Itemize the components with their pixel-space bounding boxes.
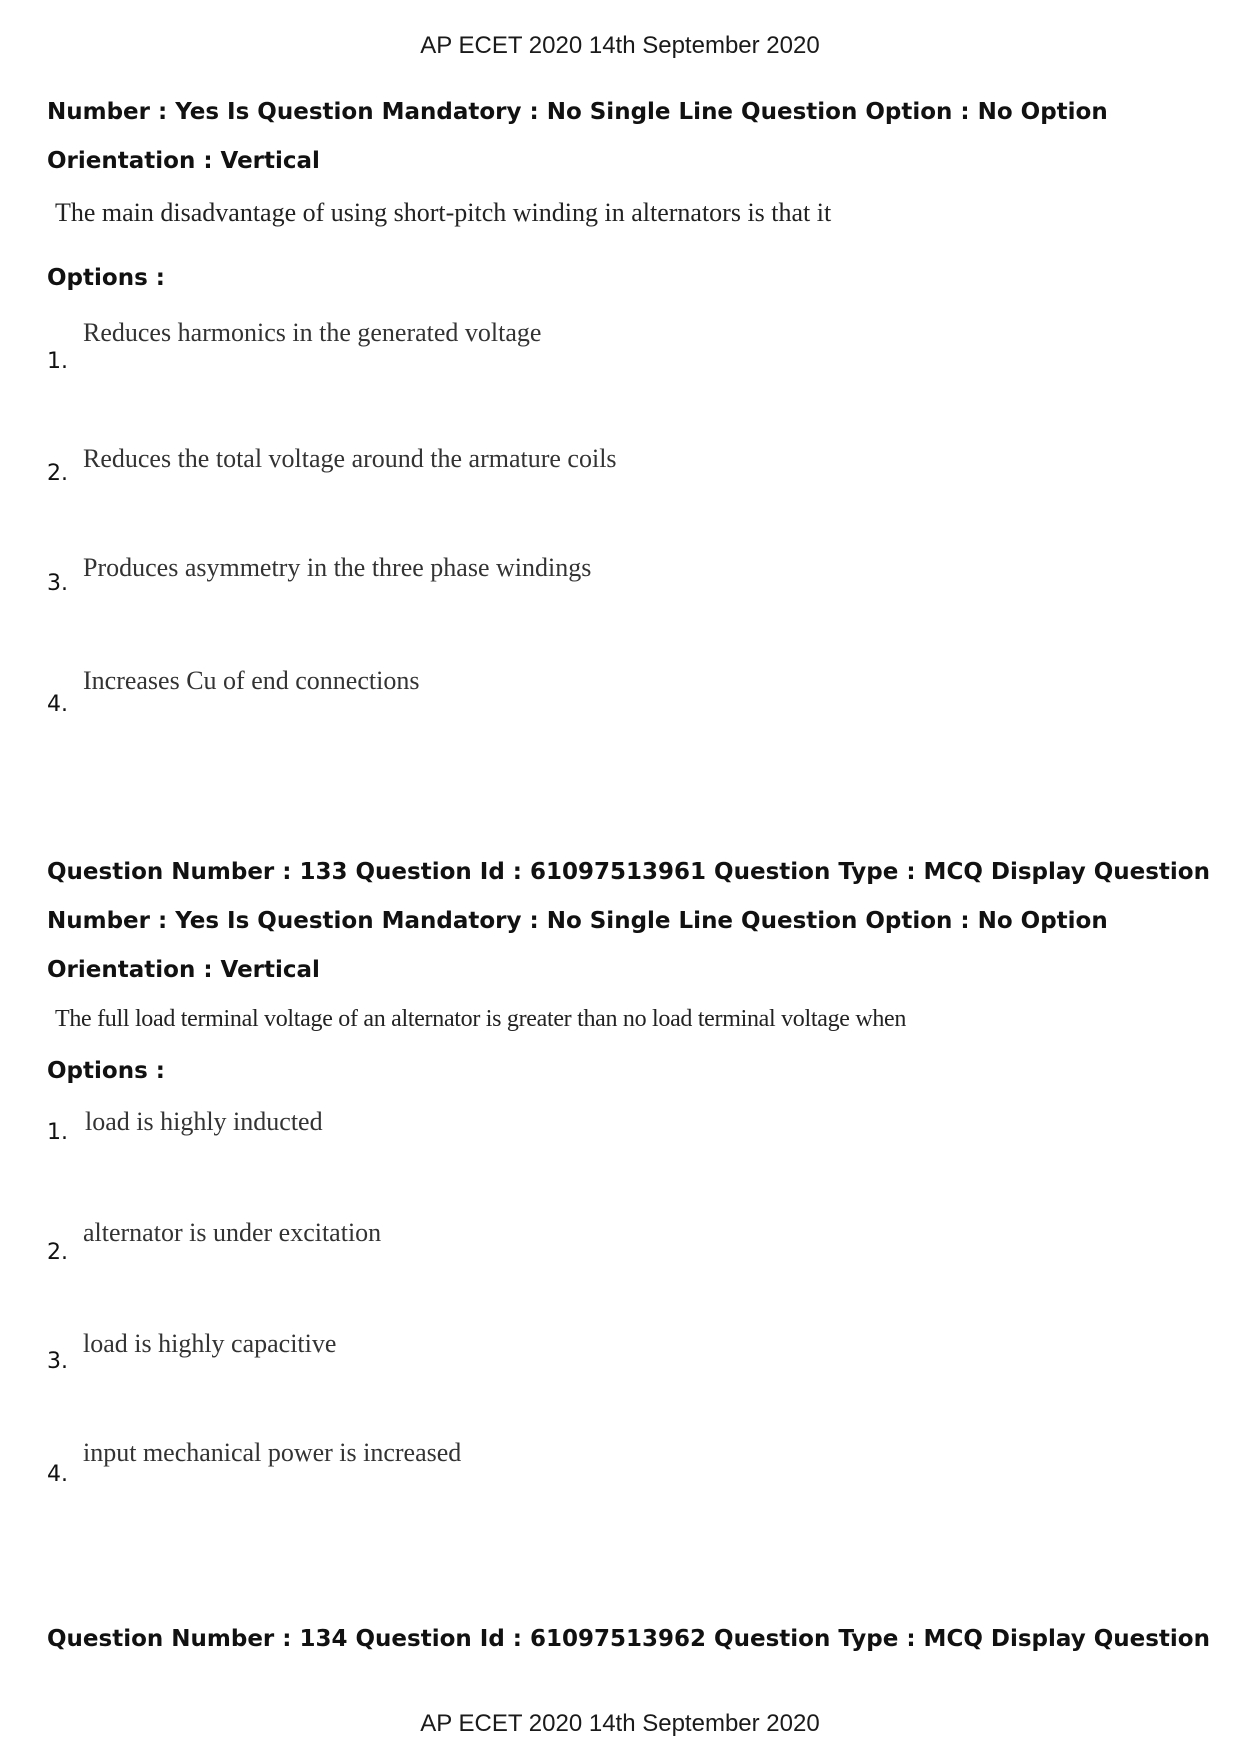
q133-options-label: Options : [47,1058,165,1084]
option-text: Reduces the total voltage around the armature coils [83,444,617,473]
option-number: 4. [47,692,68,717]
option-number: 1. [47,1120,68,1145]
option-number: 4. [47,1462,68,1487]
option-number: 2. [47,461,68,486]
option-number: 1. [47,349,68,374]
option-number: 3. [47,571,68,596]
q132-question-text: The main disadvantage of using short-pitch winding in alternators is that it [55,198,832,227]
q134-meta-line1: Question Number : 134 Question Id : 61097513962 Question Type : MCQ Display Question [47,1626,1210,1652]
page-header: AP ECET 2020 14th September 2020 [420,32,820,59]
q133-meta-line1: Question Number : 133 Question Id : 61097513961 Question Type : MCQ Display Question [47,859,1210,885]
option-text: load is highly inducted [85,1107,323,1136]
q133-question-text: The full load terminal voltage of an alternator is greater than no load terminal voltage when [55,1006,907,1032]
option-number: 2. [47,1240,68,1265]
option-text: Produces asymmetry in the three phase windings [83,553,592,582]
q132-options-label: Options : [47,265,165,291]
q133-meta-line2: Number : Yes Is Question Mandatory : No Single Line Question Option : No Option [47,908,1108,934]
option-text: Increases Cu of end connections [83,666,420,695]
option-text: input mechanical power is increased [83,1438,462,1467]
option-text: alternator is under excitation [83,1218,382,1247]
option-number: 3. [47,1349,68,1374]
q132-meta-line2: Number : Yes Is Question Mandatory : No Single Line Question Option : No Option [47,99,1108,125]
page-footer: AP ECET 2020 14th September 2020 [420,1710,820,1737]
option-text: Reduces harmonics in the generated voltage [83,318,542,347]
q133-meta-line3: Orientation : Vertical [47,957,320,983]
option-text: load is highly capacitive [83,1329,337,1358]
q132-meta-line3: Orientation : Vertical [47,148,320,174]
